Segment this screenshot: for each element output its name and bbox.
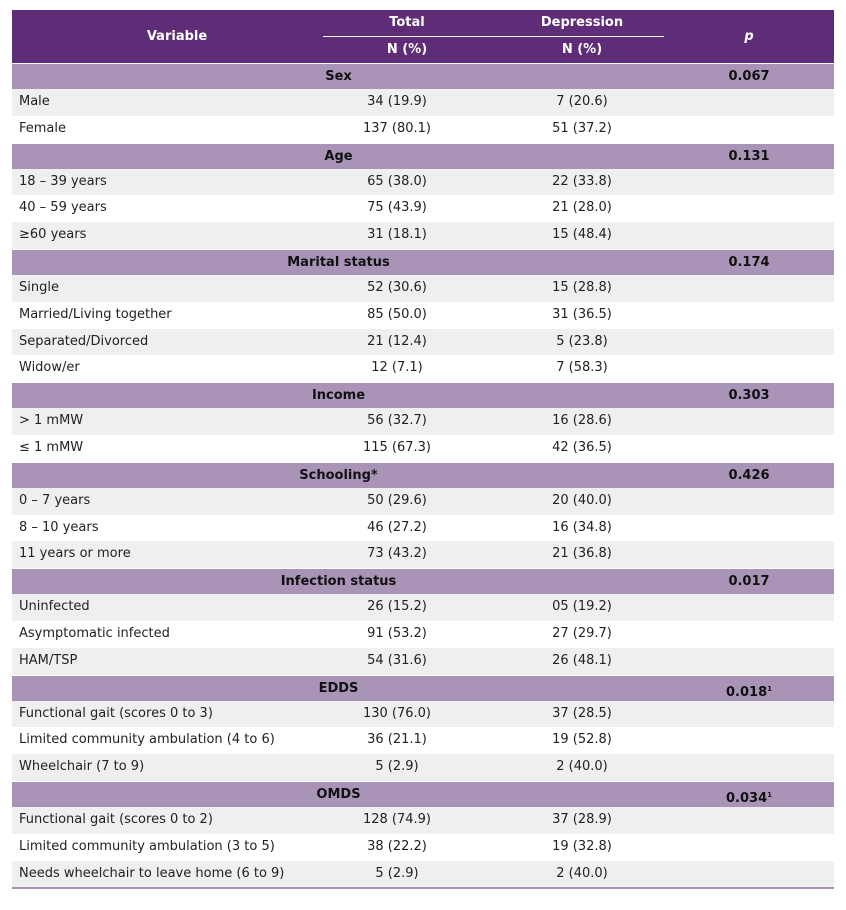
row-variable: 40 – 59 years [19, 200, 107, 216]
row-depression: 22 (33.8) [552, 173, 612, 189]
row-total: 56 (32.7) [367, 413, 427, 429]
row-total: 65 (38.0) [367, 173, 427, 189]
section-header [12, 462, 834, 488]
section-p-value [674, 250, 824, 276]
p-value-text: 0.017 [728, 574, 770, 590]
row-variable: HAM/TSP [19, 652, 78, 668]
section-header [12, 382, 834, 408]
p-value-footnote: 1 [767, 684, 772, 693]
p-value-text: 0.426 [728, 467, 770, 483]
table-row [12, 515, 834, 542]
row-depression: 37 (28.5) [552, 705, 612, 721]
table-row [12, 834, 834, 861]
section-header [12, 568, 834, 594]
row-depression: 37 (28.9) [552, 811, 612, 827]
section-p-value [674, 144, 824, 170]
table-row [12, 621, 834, 648]
row-depression: 7 (20.6) [556, 94, 608, 109]
row-depression: 7 (58.3) [556, 360, 608, 376]
section-p-value [674, 463, 824, 489]
table-row [12, 329, 834, 356]
row-depression: 15 (48.4) [552, 227, 612, 243]
table-row [12, 541, 834, 568]
row-depression: 16 (28.6) [552, 413, 612, 429]
row-variable: 8 – 10 years [19, 519, 99, 535]
row-variable: ≥60 years [19, 227, 87, 243]
row-variable: 0 – 7 years [19, 492, 91, 508]
table-row [12, 302, 834, 329]
row-depression: 21 (36.8) [552, 546, 612, 562]
table-row [12, 488, 834, 515]
row-total: 50 (29.6) [367, 492, 427, 508]
table-row [12, 594, 834, 621]
row-depression: 20 (40.0) [552, 492, 612, 508]
header-n-pct-depression: N (%) [561, 42, 603, 57]
row-variable: Limited community ambulation (3 to 5) [19, 838, 275, 854]
table-row [12, 861, 834, 888]
row-total: 31 (18.1) [367, 227, 427, 243]
header-depression: Depression [540, 15, 624, 30]
header-total: Total [389, 15, 425, 30]
table-row [12, 727, 834, 754]
table-row [12, 116, 834, 143]
row-depression: 21 (28.0) [552, 200, 612, 216]
row-total: 34 (19.9) [367, 94, 427, 109]
row-total: 115 (67.3) [362, 439, 432, 455]
row-variable: > 1 mMW [19, 413, 84, 429]
row-variable: Male [19, 94, 50, 109]
row-variable: Functional gait (scores 0 to 2) [19, 811, 213, 827]
row-total: 91 (53.2) [367, 625, 427, 641]
row-variable: Widow/er [19, 360, 80, 376]
row-total: 5 (2.9) [375, 865, 419, 881]
row-total: 38 (22.2) [367, 838, 427, 854]
table-row [12, 754, 834, 781]
row-total: 75 (43.9) [367, 200, 427, 216]
row-depression: 51 (37.2) [552, 120, 612, 136]
table-row [12, 408, 834, 435]
header-p: p [744, 29, 754, 44]
section-header [12, 143, 834, 169]
table-row [12, 435, 834, 462]
row-depression: 42 (36.5) [552, 439, 612, 455]
data-table [12, 10, 834, 889]
row-total: 73 (43.2) [367, 546, 427, 562]
section-label: Income [311, 388, 366, 404]
row-depression: 05 (19.2) [552, 599, 612, 615]
section-label: Infection status [280, 574, 397, 590]
section-header [12, 675, 834, 701]
row-variable: ≤ 1 mMW [19, 439, 84, 455]
header-variable: Variable [146, 29, 208, 44]
row-variable: Limited community ambulation (4 to 6) [19, 732, 275, 748]
row-total: 137 (80.1) [362, 120, 432, 136]
header-n-pct-total: N (%) [386, 42, 428, 57]
row-total: 36 (21.1) [367, 732, 427, 748]
table-row [12, 807, 834, 834]
row-depression: 15 (28.8) [552, 279, 612, 295]
row-variable: Asymptomatic infected [19, 625, 170, 641]
row-total: 52 (30.6) [367, 279, 427, 295]
header-divider [323, 36, 664, 37]
table-bottom-rule [12, 887, 834, 889]
p-value-text: 0.174 [728, 254, 770, 270]
table-header [12, 10, 834, 63]
row-variable: Functional gait (scores 0 to 3) [19, 705, 213, 721]
table-body [12, 63, 834, 887]
row-depression: 19 (52.8) [552, 732, 612, 748]
p-value-text: 0.067 [728, 69, 770, 84]
row-total: 54 (31.6) [367, 652, 427, 668]
row-depression: 27 (29.7) [552, 625, 612, 641]
table-row [12, 701, 834, 728]
row-variable: Female [19, 120, 67, 136]
table-row [12, 355, 834, 382]
row-depression: 2 (40.0) [556, 759, 608, 775]
row-total: 12 (7.1) [371, 360, 423, 376]
section-header [12, 249, 834, 275]
row-total: 5 (2.9) [375, 759, 419, 775]
row-total: 85 (50.0) [367, 306, 427, 322]
section-p-value [674, 64, 824, 90]
section-header [12, 63, 834, 89]
table-row [12, 648, 834, 675]
row-variable: 11 years or more [19, 546, 131, 562]
table-row [12, 275, 834, 302]
p-value-text: 0.303 [728, 388, 770, 404]
row-variable: 18 – 39 years [19, 173, 107, 189]
row-total: 130 (76.0) [362, 705, 432, 721]
section-label: Schooling* [299, 467, 378, 483]
section-header [12, 781, 834, 807]
section-label: OMDS [316, 786, 361, 802]
row-variable: Needs wheelchair to leave home (6 to 9) [19, 865, 285, 881]
p-value-footnote: 1 [767, 790, 772, 799]
section-p-value [674, 569, 824, 595]
row-total: 46 (27.2) [367, 519, 427, 535]
table-row [12, 222, 834, 249]
table-row [12, 195, 834, 222]
p-value-text: 0.018 [726, 684, 768, 700]
row-total: 26 (15.2) [367, 599, 427, 615]
row-depression: 2 (40.0) [556, 865, 608, 881]
row-depression: 16 (34.8) [552, 519, 612, 535]
row-depression: 5 (23.8) [556, 333, 608, 349]
table-row [12, 89, 834, 116]
section-label: Marital status [287, 254, 390, 270]
row-variable: Wheelchair (7 to 9) [19, 759, 145, 775]
row-variable: Single [19, 279, 59, 295]
section-label: Sex [325, 69, 352, 84]
row-total: 128 (74.9) [362, 811, 432, 827]
section-p-value [674, 383, 824, 409]
row-variable: Uninfected [19, 599, 90, 615]
p-value-text: 0.034 [726, 790, 768, 806]
section-label: EDDS [318, 680, 359, 696]
row-variable: Separated/Divorced [19, 333, 149, 349]
table-row [12, 169, 834, 196]
row-depression: 31 (36.5) [552, 306, 612, 322]
row-variable: Married/Living together [19, 306, 172, 322]
section-label: Age [324, 148, 353, 164]
row-depression: 19 (32.8) [552, 838, 612, 854]
row-total: 21 (12.4) [367, 333, 427, 349]
row-depression: 26 (48.1) [552, 652, 612, 668]
p-value-text: 0.131 [728, 148, 770, 164]
